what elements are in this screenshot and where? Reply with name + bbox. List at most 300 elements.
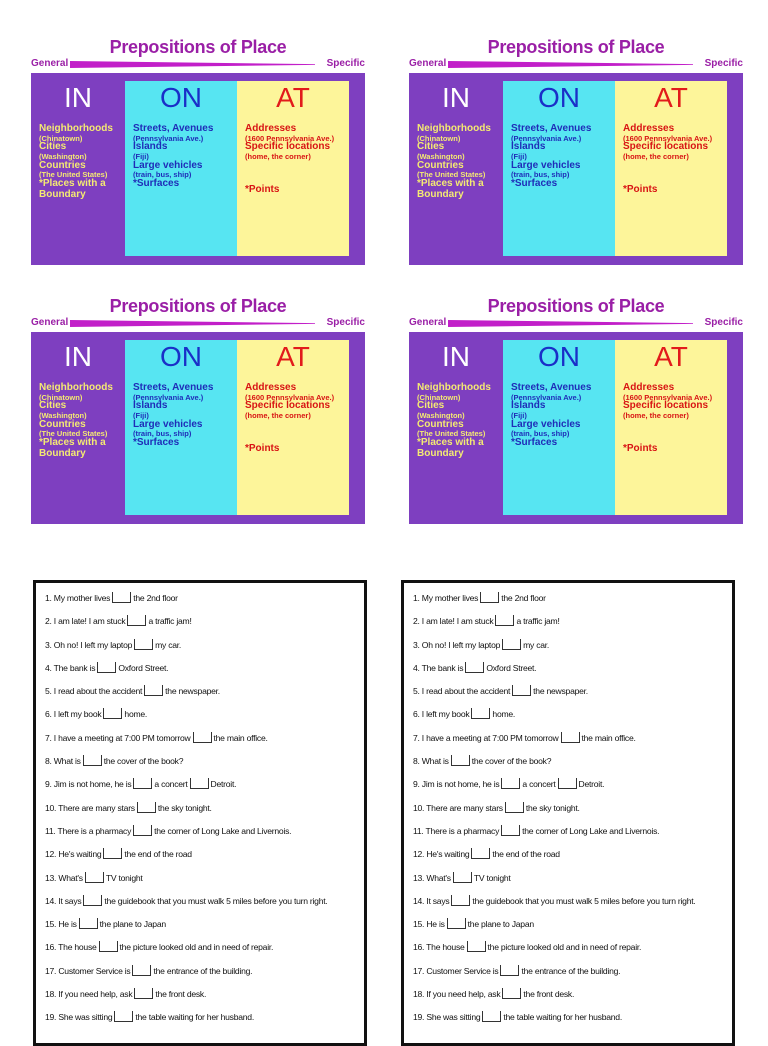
quiz-question (45, 657, 364, 680)
question-text: 12. He's waiting (45, 849, 102, 860)
question-text: a traffic jam! (516, 616, 560, 627)
column-in (409, 81, 503, 256)
question-text: 12. He's waiting (413, 849, 470, 860)
answer-blank[interactable] (501, 825, 520, 836)
column-on (503, 81, 615, 256)
item-main: *Places with a Boundary (417, 178, 484, 200)
answer-blank[interactable] (495, 615, 514, 626)
question-text: a concert (154, 779, 188, 790)
scale-label-general: General (409, 317, 447, 328)
question-text: 4. The bank is (413, 662, 464, 673)
question-text: the entrance of the building. (521, 965, 621, 976)
question-text: 5. I read about the accident (45, 686, 143, 697)
question-text: 13. What's (45, 872, 83, 883)
answer-blank[interactable] (471, 848, 490, 859)
item-main: Cities (39, 141, 67, 153)
question-text: 13. What's (413, 872, 451, 883)
prepositions-panel (31, 73, 365, 265)
answer-blank[interactable] (85, 872, 104, 883)
item-main: Streets, Avenues (133, 123, 214, 134)
quiz-question (413, 867, 732, 890)
question-text: 5. I read about the accident (413, 686, 511, 697)
question-text: the cover of the book? (471, 756, 552, 767)
scale-label-general: General (31, 58, 69, 69)
question-text: the corner of Long Lake and Livernois. (154, 825, 292, 836)
quiz-question (45, 727, 364, 750)
item-main: Large vehicles (511, 418, 581, 430)
item-sub: (Pennsylvania Ave.) (133, 392, 204, 402)
item-sub: (Chinatown) (39, 392, 83, 402)
item-main: Streets, Avenues (511, 382, 592, 393)
item-sub: (The United States) (417, 170, 486, 180)
answer-blank[interactable] (482, 1011, 501, 1022)
answer-blank[interactable] (83, 755, 102, 766)
question-text: the sky tonight. (525, 802, 580, 813)
column-at (237, 340, 349, 515)
question-text: the corner of Long Lake and Livernois. (522, 825, 660, 836)
quiz-question (413, 773, 732, 796)
column-body (417, 124, 501, 200)
answer-blank[interactable] (79, 918, 98, 929)
question-text: the picture looked old and in need of repair. (487, 942, 642, 953)
item-main: Countries (39, 159, 86, 171)
column-at (237, 81, 349, 256)
prepositions-panel (409, 332, 743, 524)
poster-title: Prepositions of Place (109, 296, 287, 316)
item-main: Large vehicles (133, 159, 203, 171)
item-sub: (Washington) (39, 151, 87, 161)
poster-card (409, 37, 743, 265)
item-sub: (Chinatown) (417, 392, 461, 402)
item-main: Neighborhoods (39, 123, 113, 134)
column-at (615, 81, 727, 256)
item-main: Islands (511, 141, 546, 153)
answer-blank[interactable] (144, 685, 163, 696)
column-in (31, 340, 125, 515)
item-main: Neighborhoods (417, 123, 491, 134)
question-text: 3. Oh no! I left my laptop (413, 639, 501, 650)
quiz-question (413, 1006, 732, 1029)
scale-label-general: General (31, 317, 69, 328)
question-text: 10. There are many stars (45, 802, 135, 813)
answer-blank[interactable] (114, 1011, 133, 1022)
answer-blank[interactable] (134, 988, 153, 999)
item-sub: (home, the corner) (623, 410, 689, 420)
question-text: the plane to Japan (467, 919, 534, 930)
item-main: *Points (623, 183, 658, 195)
item-sub: (train, bus, ship) (133, 170, 192, 180)
quiz-question (413, 750, 732, 773)
column-body (39, 124, 123, 200)
column-body (133, 383, 235, 449)
column-body (245, 124, 347, 195)
question-text: my car. (155, 639, 182, 650)
quiz-question (45, 913, 364, 936)
question-text: the front desk. (523, 989, 575, 1000)
scale-label-specific: Specific (704, 317, 743, 328)
column-on (125, 340, 237, 515)
answer-blank[interactable] (193, 732, 212, 743)
question-text: 17. Customer Service is (45, 965, 131, 976)
column-heading: ON (538, 341, 580, 372)
scale-label-general: General (409, 58, 447, 69)
question-text: 8. What is (413, 756, 449, 767)
column-body (511, 124, 613, 190)
item-sub: (train, bus, ship) (511, 429, 570, 439)
question-text: the entrance of the building. (153, 965, 253, 976)
question-text: 1. My mother lives (413, 593, 479, 603)
poster-title: Prepositions of Place (109, 37, 287, 57)
column-heading: AT (276, 82, 310, 113)
question-text: the newspaper. (165, 686, 220, 697)
item-sub: (Fiji) (133, 151, 149, 161)
question-text: the plane to Japan (99, 919, 166, 930)
column-in (409, 340, 503, 515)
item-main: Specific locations (245, 141, 331, 153)
item-main: Addresses (245, 123, 297, 134)
question-text: the end of the road (124, 849, 192, 860)
answer-blank[interactable] (512, 685, 531, 696)
item-sub: (Pennsylvania Ave.) (511, 392, 582, 402)
column-heading: IN (64, 341, 92, 372)
column-heading: ON (160, 82, 202, 113)
question-text: 19. She was sitting (45, 1012, 113, 1023)
answer-blank[interactable] (561, 732, 580, 743)
answer-blank[interactable] (467, 941, 486, 952)
question-text: a traffic jam! (148, 616, 192, 627)
question-text: TV tonight (473, 872, 511, 883)
quiz-question (413, 913, 732, 936)
item-main: Large vehicles (133, 418, 203, 430)
item-sub: (Fiji) (511, 410, 527, 420)
answer-blank[interactable] (83, 895, 102, 906)
item-main: Countries (417, 418, 464, 430)
item-main: *Places with a Boundary (39, 178, 106, 200)
scale-wedge-graphic (70, 61, 315, 68)
quiz-question (413, 610, 732, 633)
answer-blank[interactable] (471, 708, 490, 719)
item-main: *Points (623, 442, 658, 454)
question-text: Detroit. (210, 779, 237, 790)
answer-blank[interactable] (451, 895, 470, 906)
answer-blank[interactable] (451, 755, 470, 766)
column-heading: IN (64, 82, 92, 113)
quiz-question (45, 960, 364, 983)
scale-label-specific: Specific (326, 317, 365, 328)
column-heading: AT (654, 82, 688, 113)
item-main: Addresses (623, 123, 675, 134)
question-text: the table waiting for her husband. (503, 1012, 622, 1023)
quiz-question (413, 960, 732, 983)
question-text: 9. Jim is not home, he is (413, 779, 500, 790)
item-main: Cities (417, 400, 445, 412)
answer-blank[interactable] (500, 965, 519, 976)
question-text: the newspaper. (533, 686, 588, 697)
item-sub: (1600 Pennsylvania Ave.) (623, 133, 713, 143)
question-text: the end of the road (492, 849, 560, 860)
question-text: 17. Customer Service is (413, 965, 499, 976)
item-sub: (Washington) (417, 410, 465, 420)
item-main: *Points (245, 183, 280, 195)
quiz-question (45, 890, 364, 913)
answer-blank[interactable] (502, 988, 521, 999)
item-main: Specific locations (623, 141, 709, 153)
question-text: 15. He is (413, 919, 445, 930)
item-main: Countries (39, 418, 86, 430)
scale-wedge-graphic (448, 61, 693, 68)
scale-wedge-graphic (448, 320, 693, 327)
item-main: *Surfaces (511, 437, 558, 449)
question-text: home. (492, 709, 516, 720)
specificity-scale (409, 58, 743, 72)
specificity-scale (31, 58, 365, 72)
quiz-question (413, 843, 732, 866)
answer-blank[interactable] (134, 639, 153, 650)
item-main: Cities (39, 400, 67, 412)
quiz-question (45, 750, 364, 773)
item-main: *Surfaces (133, 437, 180, 449)
item-main: Streets, Avenues (511, 123, 592, 134)
quiz-question (45, 587, 364, 610)
question-text: 11. There is a pharmacy (413, 825, 500, 836)
question-text: the guidebook that you must walk 5 miles before you turn right. (472, 895, 696, 906)
quiz-question (45, 1006, 364, 1029)
question-text: a concert (522, 779, 556, 790)
column-heading: AT (276, 341, 310, 372)
quiz-question (413, 890, 732, 913)
poster-title: Prepositions of Place (487, 296, 665, 316)
column-body (245, 383, 347, 454)
quiz-question (45, 797, 364, 820)
column-heading: ON (160, 341, 202, 372)
question-text: 3. Oh no! I left my laptop (45, 639, 133, 650)
question-text: 18. If you need help, ask (45, 989, 133, 1000)
quiz-question (45, 634, 364, 657)
question-text: 19. She was sitting (413, 1012, 481, 1023)
item-sub: (1600 Pennsylvania Ave.) (245, 392, 335, 402)
item-main: *Points (245, 442, 280, 454)
answer-blank[interactable] (103, 708, 122, 719)
question-text: 6. I left my book (45, 709, 102, 720)
column-at (615, 340, 727, 515)
item-sub: (home, the corner) (245, 410, 311, 420)
answer-blank[interactable] (501, 778, 520, 789)
answer-blank[interactable] (190, 778, 209, 789)
question-text: the table waiting for her husband. (135, 1012, 254, 1023)
answer-blank[interactable] (132, 965, 151, 976)
item-sub: (The United States) (417, 429, 486, 439)
poster-card (31, 296, 365, 524)
prepositions-panel (31, 332, 365, 524)
answer-blank[interactable] (447, 918, 466, 929)
item-main: Cities (417, 141, 445, 153)
quiz-question (45, 773, 364, 796)
item-main: *Surfaces (511, 178, 558, 190)
column-body (133, 124, 235, 190)
item-main: Specific locations (623, 400, 709, 412)
quiz-question (413, 657, 732, 680)
quiz-question (413, 936, 732, 959)
question-text: 15. He is (45, 919, 77, 930)
poster-card (409, 296, 743, 524)
answer-blank[interactable] (133, 825, 152, 836)
scale-label-specific: Specific (326, 58, 365, 69)
question-text: the front desk. (155, 989, 207, 1000)
column-heading: ON (538, 82, 580, 113)
column-body (417, 383, 501, 459)
item-sub: (Chinatown) (417, 133, 461, 143)
question-text: Oxford Street. (486, 662, 537, 673)
quiz-question (413, 983, 732, 1006)
column-body (39, 383, 123, 459)
question-text: 14. It says (413, 895, 450, 906)
quiz-list (36, 583, 364, 1030)
question-text: 7. I have a meeting at 7:00 PM tomorrow (45, 732, 191, 743)
quiz-question (413, 727, 732, 750)
specificity-scale (409, 317, 743, 331)
answer-blank[interactable] (465, 662, 484, 673)
question-text: 9. Jim is not home, he is (45, 779, 132, 790)
item-main: Addresses (623, 382, 675, 393)
item-main: *Surfaces (133, 178, 180, 190)
item-sub: (1600 Pennsylvania Ave.) (623, 392, 713, 402)
quiz-question (413, 680, 732, 703)
item-main: *Places with a Boundary (39, 437, 106, 459)
item-main: *Places with a Boundary (417, 437, 484, 459)
answer-blank[interactable] (112, 592, 131, 603)
question-text: 8. What is (45, 756, 81, 767)
item-sub: (Chinatown) (39, 133, 83, 143)
column-body (511, 383, 613, 449)
question-text: the guidebook that you must walk 5 miles before you turn right. (104, 895, 328, 906)
answer-blank[interactable] (453, 872, 472, 883)
poster-card (31, 37, 365, 265)
specificity-scale (31, 317, 365, 331)
quiz-sheet (401, 580, 735, 1046)
column-heading: IN (442, 341, 470, 372)
question-text: 10. There are many stars (413, 802, 503, 813)
question-text: 2. I am late! I am stuck (45, 616, 126, 627)
question-text: home. (124, 709, 148, 720)
answer-blank[interactable] (502, 639, 521, 650)
question-text: 6. I left my book (413, 709, 470, 720)
quiz-question (413, 797, 732, 820)
quiz-question (45, 983, 364, 1006)
question-text: the picture looked old and in need of repair. (119, 942, 274, 953)
question-text: my car. (523, 639, 550, 650)
question-text: the main office. (213, 732, 268, 743)
quiz-question (45, 843, 364, 866)
answer-blank[interactable] (99, 941, 118, 952)
answer-blank[interactable] (97, 662, 116, 673)
item-sub: (train, bus, ship) (133, 429, 192, 439)
item-main: Islands (133, 141, 168, 153)
item-sub: (Washington) (417, 151, 465, 161)
question-text: the cover of the book? (103, 756, 184, 767)
item-sub: (The United States) (39, 429, 108, 439)
quiz-question (413, 703, 732, 726)
item-main: Islands (511, 400, 546, 412)
question-text: Detroit. (578, 779, 605, 790)
question-text: 11. There is a pharmacy (45, 825, 132, 836)
quiz-question (413, 634, 732, 657)
item-main: Specific locations (245, 400, 331, 412)
item-main: Islands (133, 400, 168, 412)
answer-blank[interactable] (103, 848, 122, 859)
column-in (31, 81, 125, 256)
column-on (503, 340, 615, 515)
question-text: the 2nd floor (133, 593, 178, 603)
item-main: Streets, Avenues (133, 382, 214, 393)
answer-blank[interactable] (127, 615, 146, 626)
answer-blank[interactable] (480, 592, 499, 603)
quiz-question (45, 680, 364, 703)
item-sub: (Fiji) (511, 151, 527, 161)
item-sub: (Washington) (39, 410, 87, 420)
question-text: Oxford Street. (118, 662, 169, 673)
quiz-question (45, 936, 364, 959)
question-text: 4. The bank is (45, 662, 96, 673)
answer-blank[interactable] (133, 778, 152, 789)
question-text: 14. It says (45, 895, 82, 906)
question-text: 16. The house (413, 942, 465, 953)
item-main: Neighborhoods (417, 382, 491, 393)
question-text: the 2nd floor (501, 593, 546, 603)
item-main: Addresses (245, 382, 297, 393)
question-text: 2. I am late! I am stuck (413, 616, 494, 627)
quiz-question (413, 820, 732, 843)
item-sub: (Pennsylvania Ave.) (511, 133, 582, 143)
quiz-list (404, 583, 732, 1030)
answer-blank[interactable] (137, 802, 156, 813)
item-main: Neighborhoods (39, 382, 113, 393)
poster-title: Prepositions of Place (487, 37, 665, 57)
item-sub: (train, bus, ship) (511, 170, 570, 180)
question-text: TV tonight (105, 872, 143, 883)
question-text: 7. I have a meeting at 7:00 PM tomorrow (413, 732, 559, 743)
column-body (623, 383, 725, 454)
quiz-question (45, 610, 364, 633)
quiz-question (45, 820, 364, 843)
question-text: 16. The house (45, 942, 97, 953)
column-on (125, 81, 237, 256)
item-sub: (The United States) (39, 170, 108, 180)
answer-blank[interactable] (558, 778, 577, 789)
question-text: the main office. (581, 732, 636, 743)
column-heading: AT (654, 341, 688, 372)
prepositions-panel (409, 73, 743, 265)
column-heading: IN (442, 82, 470, 113)
column-body (623, 124, 725, 195)
quiz-question (413, 587, 732, 610)
answer-blank[interactable] (505, 802, 524, 813)
item-main: Large vehicles (511, 159, 581, 171)
item-sub: (Fiji) (133, 410, 149, 420)
quiz-question (45, 703, 364, 726)
item-sub: (1600 Pennsylvania Ave.) (245, 133, 335, 143)
quiz-sheet (33, 580, 367, 1046)
item-main: Countries (417, 159, 464, 171)
quiz-question (45, 867, 364, 890)
question-text: the sky tonight. (157, 802, 212, 813)
item-sub: (home, the corner) (245, 151, 311, 161)
question-text: 18. If you need help, ask (413, 989, 501, 1000)
scale-wedge-graphic (70, 320, 315, 327)
scale-label-specific: Specific (704, 58, 743, 69)
item-sub: (Pennsylvania Ave.) (133, 133, 204, 143)
question-text: 1. My mother lives (45, 593, 111, 603)
item-sub: (home, the corner) (623, 151, 689, 161)
